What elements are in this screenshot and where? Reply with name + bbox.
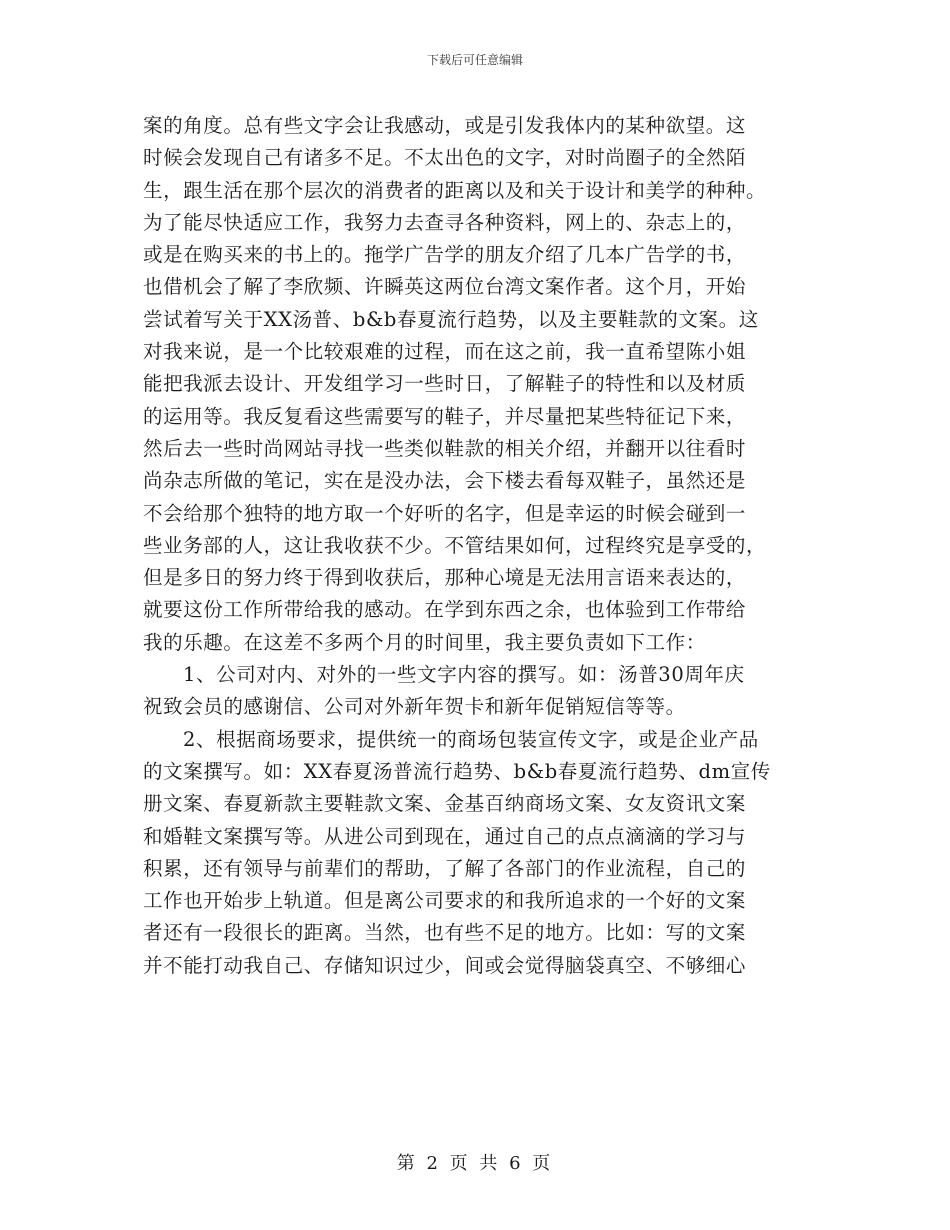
- text-line: 的运用等。我反复看这些需要写的鞋子，并尽量把某些特征记下来，: [143, 404, 747, 428]
- text-line: 我的乐趣。在这差不多两个月的时间里，我主要负责如下工作：: [143, 630, 706, 654]
- text-line: 对我来说，是一个比较艰难的过程，而在这之前，我一直希望陈小姐: [143, 340, 747, 364]
- text-line: 时候会发现自己有诸多不足。不太出色的文字，对时尚圈子的全然陌: [143, 146, 747, 170]
- text-line: 些业务部的人，这让我收获不少。不管结果如何，过程终究是享受的，: [143, 533, 767, 557]
- page-number: 第 2 页 共 6 页: [396, 1153, 554, 1174]
- text-line: 1、公司对内、对外的一些文字内容的撰写。如：汤普30周年庆: [183, 663, 745, 687]
- text-line: 册文案、春夏新款主要鞋款文案、金基百纳商场文案、女友资讯文案: [143, 792, 747, 816]
- text-line: 不会给那个独特的地方取一个好听的名字，但是幸运的时候会碰到一: [143, 501, 747, 525]
- text-line: 尚杂志所做的笔记，实在是没办法，会下楼去看每双鞋子，虽然还是: [143, 469, 747, 493]
- text-line: 为了能尽快适应工作，我努力去查寻各种资料，网上的、杂志上的，: [143, 210, 747, 234]
- text-line: 工作也开始步上轨道。但是离公司要求的和我所追求的一个好的文案: [143, 889, 747, 913]
- paragraph-1: [143, 110, 813, 659]
- text-line: 的文案撰写。如：XX春夏汤普流行趋势、b&b春夏流行趋势、dm宣传: [143, 759, 771, 783]
- text-line: 和婚鞋文案撰写等。从进公司到现在，通过自己的点点滴滴的学习与: [143, 824, 747, 848]
- document-body: [143, 110, 813, 982]
- text-line: 就要这份工作所带给我的感动。在学到东西之余，也体验到工作带给: [143, 598, 747, 622]
- text-line: 能把我派去设计、开发组学习一些时日，了解鞋子的特性和以及材质: [143, 372, 747, 396]
- text-line: 积累，还有领导与前辈们的帮助，了解了各部门的作业流程，自己的: [143, 856, 747, 880]
- text-line: 生，跟生活在那个层次的消费者的距离以及和关于设计和美学的种种。: [143, 178, 767, 202]
- text-line: 或是在购买来的书上的。拖学广告学的朋友介绍了几本广告学的书，: [143, 243, 747, 267]
- text-line: 并不能打动我自己、存储知识过少，间或会觉得脑袋真空、不够细心: [143, 953, 747, 977]
- text-line: 2、根据商场要求，提供统一的商场包装宣传文字，或是企业产品: [183, 727, 759, 751]
- paragraph-3: [143, 724, 813, 982]
- text-line: 案的角度。总有些文字会让我感动，或是引发我体内的某种欲望。这: [143, 114, 747, 137]
- text-line: 者还有一段很长的距离。当然，也有些不足的地方。比如：写的文案: [143, 921, 747, 945]
- text-line: 然后去一些时尚网站寻找一些类似鞋款的相关介绍，并翻开以往看时: [143, 436, 747, 460]
- page-header: 下载后可任意编辑: [426, 53, 523, 67]
- paragraph-2: [143, 659, 813, 724]
- text-line: 但是多日的努力终于得到收获后，那种心境是无法用言语来表达的，: [143, 566, 747, 590]
- text-line: 尝试着写关于XX汤普、b&b春夏流行趋势，以及主要鞋款的文案。这: [143, 307, 759, 331]
- text-line: 祝致会员的感谢信、公司对外新年贺卡和新年促销短信等等。: [143, 695, 686, 719]
- text-line: 也借机会了解了李欣频、许瞬英这两位台湾文案作者。这个月，开始: [143, 275, 747, 299]
